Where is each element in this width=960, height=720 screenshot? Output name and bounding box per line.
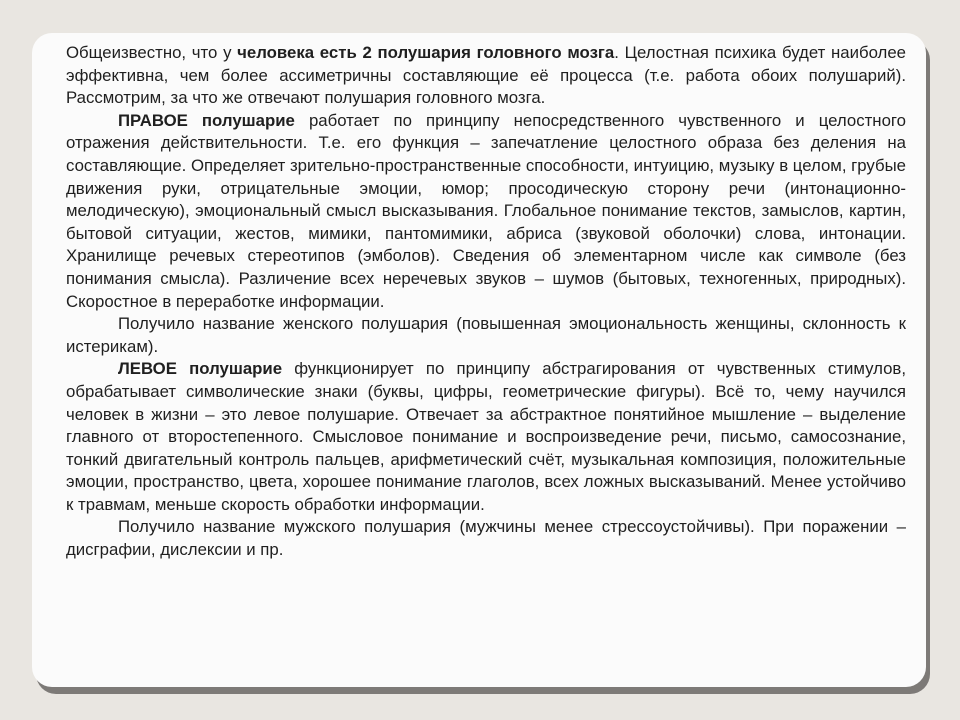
right-hemisphere-text: работает по принципу непосредственного чувственного и целостного отражения действительности. Т.е. его функция – запечатление целостного образа без деления на составляющие. Определяет зрительно-пространственные способности, интуицию, музыку в целом, грубые движения руки, отрицательные эмоции, юмор; просодическую сторону речи (интонационно-мелодическую), эмоциональный смысл высказывания. Глобальное понимание текстов, замыслов, картин, бытовой ситуации, жестов, мимики, пантомимики, абриса (звуковой оболочки) слова, интонации. Хранилище речевых стереотипов (эмболов). Сведения об элементарном числе как символе (без понимания смысла). Различение всех неречевых звуков – шумов (бытовых, техногенных, природных). Скоростное в переработке информации. — [66, 110, 907, 311]
left-hemisphere-paragraph — [66, 358, 906, 516]
right-hemisphere-heading: ПРАВОЕ полушарие — [118, 110, 295, 130]
right-hemisphere-name-paragraph: Получило название женского полушария (повышенная эмоциональность женщины, склонность к истерикам). — [66, 314, 906, 356]
left-hemisphere-text: функционирует по принципу абстрагирования от чувственных стимулов, обрабатывает символические знаки (буквы, цифры, геометрические фигуры). Всё то, чему научился человек в жизни – это левое полушарие. Отвечает за абстрактное понятийное мышление – выделение главного от второстепенного. Смысловое понимание и воспроизведение речи, письмо, самосознание, тонкий двигательный контроль пальцев, арифметический счёт, музыкальная композиция, положительные эмоции, пространство, цвета, хорошее понимание глаголов, всех ложных высказываний. Менее устойчиво к травмам, меньше скорость обработки информации. — [66, 359, 906, 514]
intro-text-start: Общеизвестно, что у — [66, 43, 238, 62]
right-hemisphere-paragraph — [66, 110, 906, 313]
intro-bold-phrase: человека есть 2 полушария головного мозга — [237, 43, 615, 62]
intro-text-end: . Целостная психика будет наиболее эффективна, чем более ассиметричны составляющие её процесса (т.е. работа обоих полушарий). Рассмотрим, за что же отвечают полушария головного мозга. — [66, 43, 906, 108]
left-hemisphere-heading: ЛЕВОЕ полушарие — [118, 359, 283, 379]
left-hemisphere-name-paragraph: Получило название мужского полушария (мужчины менее стрессоустойчивы). При поражении – дисграфии, дислексии и пр. — [66, 517, 906, 560]
intro-paragraph — [66, 42, 906, 110]
slide-text — [66, 42, 906, 562]
